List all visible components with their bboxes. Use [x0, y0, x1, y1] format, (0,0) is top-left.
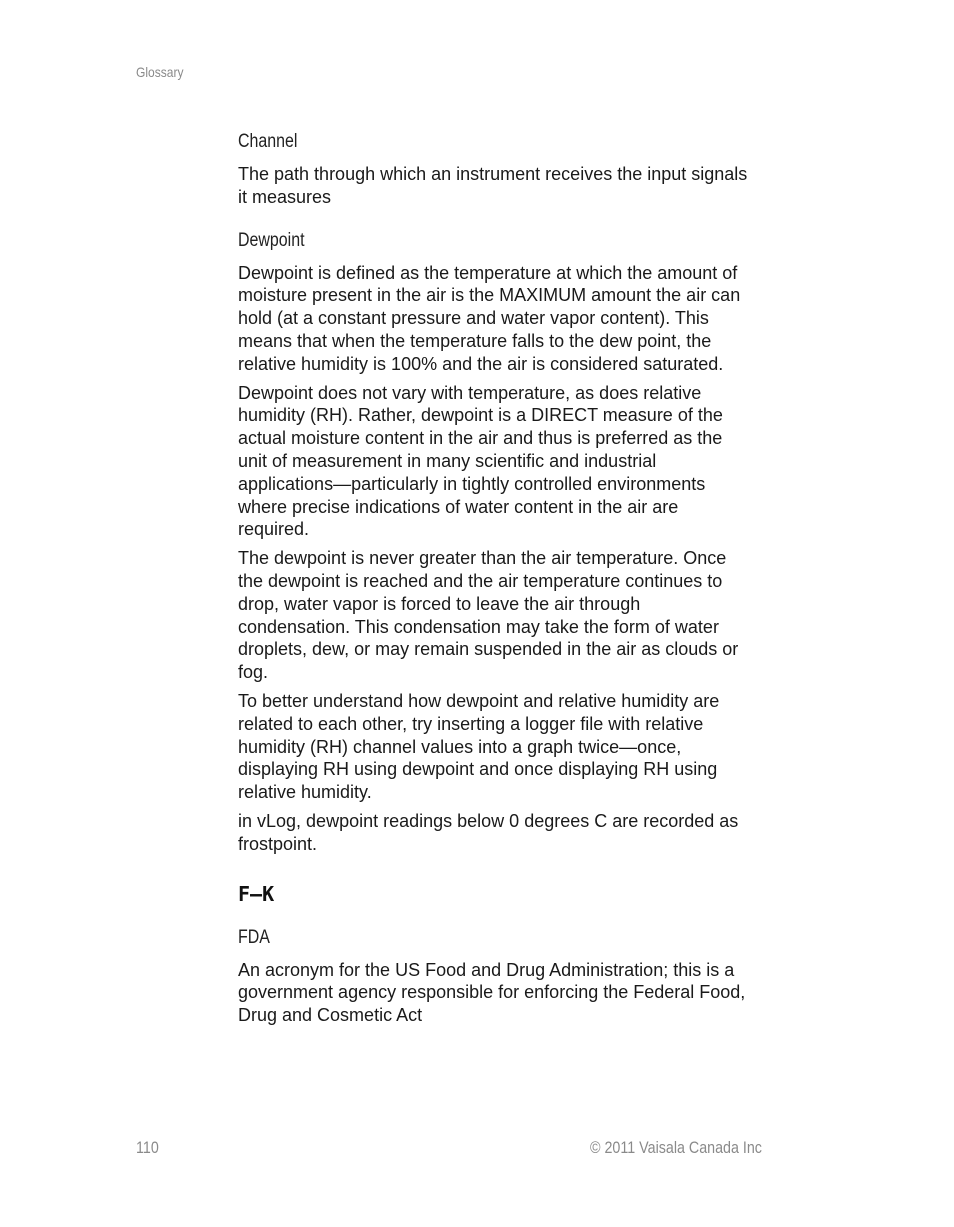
glossary-entry-channel — [238, 130, 750, 209]
page-number: 110 — [136, 1138, 159, 1157]
running-head: Glossary — [136, 64, 184, 80]
definition-paragraph: Dewpoint is defined as the temperature at which the amount of moisture present in the air is the MAXIMUM amount the air can hold (at a constant pressure and water vapor content). This means that when the temperature falls to the dew point, the relative humidity is 100% and the air is considered saturated. — [238, 262, 741, 374]
definition-paragraph: in vLog, dewpoint readings below 0 degrees C are recorded as frostpoint. — [238, 810, 739, 854]
definition-paragraph: Dewpoint does not vary with temperature, as does relative humidity (RH). Rather, dewpoint is a DIRECT measure of the actual moisture content in the air and thus is preferred as the unit of measurement in many scientific and industrial applications—particularly in tightly controlled environments where precise indications of water content in the air are required. — [238, 382, 723, 540]
definition-paragraph: The path through which an instrument receives the input signals it measures — [238, 164, 748, 207]
section-heading: F–K — [238, 881, 275, 906]
term-heading: Dewpoint — [238, 229, 305, 251]
copyright-notice: © 2011 Vaisala Canada Inc — [590, 1138, 762, 1157]
definition-paragraph: To better understand how dewpoint and relative humidity are related to each other, try inserting a logger file with relative humidity (RH) channel values into a graph twice—once, displaying RH using dewpoint and once displaying RH using relative humidity. — [238, 690, 720, 803]
definition-paragraph: An acronym for the US Food and Drug Administration; this is a government agency responsible for enforcing the Federal Food, Drug and Cosmetic Act — [238, 959, 746, 1026]
term-heading: Channel — [238, 131, 298, 152]
glossary-entry-fda — [238, 926, 750, 1027]
glossary-entry-dewpoint — [238, 229, 750, 856]
glossary-content — [238, 130, 750, 1047]
term-heading: FDA — [238, 926, 270, 948]
definition-paragraph: The dewpoint is never greater than the air temperature. Once the dewpoint is reached and the air temperature continues to drop, water vapor is forced to leave the air through condensation. This condensation may take the form of water droplets, dew, or may remain suspended in the air as clouds or fog. — [238, 548, 739, 683]
